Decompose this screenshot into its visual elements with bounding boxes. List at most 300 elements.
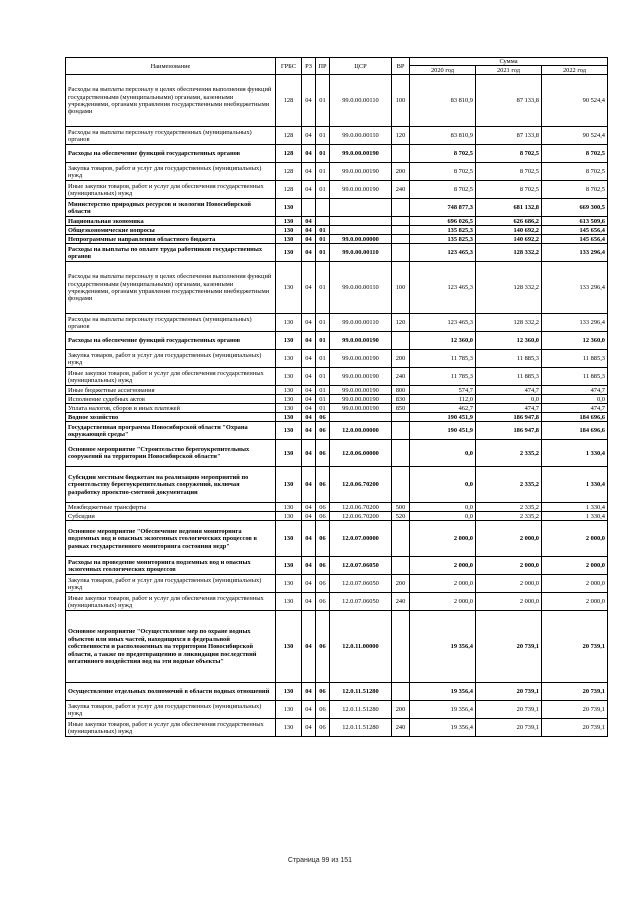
- cell-sum-2021: 2 335,2: [476, 440, 542, 467]
- cell-sum-2021: 87 133,8: [476, 75, 542, 127]
- cell-grbs: 130: [276, 593, 302, 611]
- table-row: [66, 404, 608, 413]
- cell-name: Уплата налогов, сборов и иных платежей: [66, 404, 276, 413]
- cell-rz: 04: [302, 503, 316, 512]
- table-row: [66, 467, 608, 503]
- cell-sum-2020: 2 000,0: [410, 521, 476, 557]
- cell-sum-2020: 123 465,3: [410, 314, 476, 332]
- cell-vr: [392, 226, 410, 235]
- cell-sum-2022: 2 000,0: [542, 593, 608, 611]
- cell-sum-2022: 1 330,4: [542, 440, 608, 467]
- header-year-2021: 2021 год: [476, 66, 542, 75]
- cell-vr: 120: [392, 127, 410, 145]
- cell-name: Иные закупки товаров, работ и услуг для обеспечения государственных (муниципальных) нужд: [66, 719, 276, 737]
- cell-csr: 99.0.00.00110: [330, 314, 392, 332]
- cell-grbs: 130: [276, 701, 302, 719]
- table-row: [66, 557, 608, 575]
- cell-grbs: 130: [276, 521, 302, 557]
- cell-pr: 01: [316, 244, 330, 262]
- cell-rz: 04: [302, 422, 316, 440]
- cell-grbs: 128: [276, 127, 302, 145]
- table-row: [66, 503, 608, 512]
- cell-grbs: 130: [276, 683, 302, 701]
- cell-sum-2020: 11 785,3: [410, 368, 476, 386]
- cell-sum-2021: 2 335,2: [476, 512, 542, 521]
- cell-csr: [330, 217, 392, 226]
- cell-sum-2021: 20 739,1: [476, 683, 542, 701]
- cell-csr: 99.0.00.00190: [330, 386, 392, 395]
- cell-grbs: 130: [276, 512, 302, 521]
- cell-sum-2022: 90 524,4: [542, 127, 608, 145]
- cell-vr: 240: [392, 719, 410, 737]
- table-row: [66, 244, 608, 262]
- page-footer: Страница 99 из 151: [287, 857, 353, 864]
- cell-csr: 99.0.00.00190: [330, 395, 392, 404]
- cell-grbs: 130: [276, 386, 302, 395]
- cell-sum-2022: 0,0: [542, 395, 608, 404]
- cell-grbs: 128: [276, 145, 302, 163]
- cell-csr: 12.0.07.06050: [330, 593, 392, 611]
- cell-csr: 12.0.06.70200: [330, 503, 392, 512]
- cell-sum-2021: 186 947,8: [476, 422, 542, 440]
- cell-vr: 520: [392, 512, 410, 521]
- cell-rz: 04: [302, 226, 316, 235]
- cell-rz: 04: [302, 163, 316, 181]
- cell-rz: [302, 199, 316, 217]
- cell-sum-2021: 626 686,2: [476, 217, 542, 226]
- cell-grbs: 130: [276, 719, 302, 737]
- cell-vr: [392, 235, 410, 244]
- cell-vr: 800: [392, 386, 410, 395]
- cell-grbs: 130: [276, 350, 302, 368]
- cell-sum-2020: 0,0: [410, 440, 476, 467]
- cell-csr: [330, 226, 392, 235]
- cell-sum-2022: 8 702,5: [542, 145, 608, 163]
- cell-pr: 01: [316, 404, 330, 413]
- cell-grbs: 130: [276, 332, 302, 350]
- table-row: [66, 611, 608, 683]
- table-row: [66, 593, 608, 611]
- cell-rz: 04: [302, 440, 316, 467]
- cell-pr: 01: [316, 332, 330, 350]
- cell-name: Осуществление отдельных полномочий в области водных отношений: [66, 683, 276, 701]
- cell-csr: 12.0.06.70200: [330, 512, 392, 521]
- cell-rz: 04: [302, 512, 316, 521]
- cell-pr: 06: [316, 440, 330, 467]
- cell-csr: 99.0.00.00190: [330, 350, 392, 368]
- cell-sum-2021: 0,0: [476, 395, 542, 404]
- cell-rz: 04: [302, 244, 316, 262]
- table-row: [66, 440, 608, 467]
- cell-rz: 04: [302, 611, 316, 683]
- cell-sum-2020: 0,0: [410, 512, 476, 521]
- cell-pr: 01: [316, 350, 330, 368]
- cell-sum-2022: 133 296,4: [542, 314, 608, 332]
- cell-rz: 04: [302, 719, 316, 737]
- cell-grbs: 130: [276, 314, 302, 332]
- cell-sum-2022: 669 300,5: [542, 199, 608, 217]
- cell-pr: 06: [316, 521, 330, 557]
- cell-sum-2022: 20 739,1: [542, 683, 608, 701]
- cell-vr: 240: [392, 368, 410, 386]
- cell-csr: 99.0.00.00110: [330, 244, 392, 262]
- cell-csr: 12.0.11.00000: [330, 611, 392, 683]
- cell-pr: 01: [316, 163, 330, 181]
- cell-csr: 99.0.00.00110: [330, 262, 392, 314]
- cell-rz: 04: [302, 145, 316, 163]
- cell-pr: 06: [316, 503, 330, 512]
- cell-rz: 04: [302, 557, 316, 575]
- cell-pr: 01: [316, 75, 330, 127]
- header-year-2022: 2022 год: [542, 66, 608, 75]
- cell-sum-2020: 0,0: [410, 503, 476, 512]
- cell-vr: [392, 217, 410, 226]
- table-row: [66, 314, 608, 332]
- cell-csr: 99.0.00.00000: [330, 235, 392, 244]
- cell-vr: 200: [392, 163, 410, 181]
- cell-grbs: 130: [276, 244, 302, 262]
- cell-csr: 99.0.00.00190: [330, 163, 392, 181]
- cell-csr: 12.0.06.00000: [330, 440, 392, 467]
- table-row: [66, 127, 608, 145]
- cell-pr: 06: [316, 557, 330, 575]
- table-row: [66, 181, 608, 199]
- cell-pr: 06: [316, 611, 330, 683]
- cell-vr: [392, 422, 410, 440]
- cell-pr: 06: [316, 512, 330, 521]
- header-sum: Сумма: [410, 58, 608, 66]
- budget-table: [65, 57, 608, 737]
- cell-vr: 200: [392, 350, 410, 368]
- cell-sum-2021: 8 702,5: [476, 163, 542, 181]
- cell-vr: [392, 145, 410, 163]
- cell-csr: 12.0.07.06050: [330, 575, 392, 593]
- cell-pr: 01: [316, 145, 330, 163]
- cell-grbs: 130: [276, 395, 302, 404]
- cell-vr: [392, 244, 410, 262]
- cell-pr: [316, 217, 330, 226]
- cell-grbs: 130: [276, 226, 302, 235]
- table-row: [66, 75, 608, 127]
- header-year-2020: 2020 год: [410, 66, 476, 75]
- cell-sum-2020: 2 000,0: [410, 575, 476, 593]
- table-header: [66, 58, 608, 75]
- cell-name: Закупка товаров, работ и услуг для государственных (муниципальных) нужд: [66, 350, 276, 368]
- cell-rz: 04: [302, 413, 316, 422]
- cell-rz: 04: [302, 217, 316, 226]
- table-row: [66, 226, 608, 235]
- cell-csr: 12.0.11.51280: [330, 701, 392, 719]
- cell-rz: 04: [302, 701, 316, 719]
- cell-name: Иные закупки товаров, работ и услуг для обеспечения государственных (муниципальных) нужд: [66, 181, 276, 199]
- cell-sum-2022: 8 702,5: [542, 163, 608, 181]
- cell-name: Исполнение судебных актов: [66, 395, 276, 404]
- cell-pr: [316, 199, 330, 217]
- cell-name: Расходы на выплаты персоналу в целях обеспечения выполнения функций государственными (муниципальными) органами, казенными учреждениями, органами управления государственными внебюджетными фондами: [66, 262, 276, 314]
- cell-sum-2022: 8 702,5: [542, 181, 608, 199]
- cell-sum-2022: 11 885,3: [542, 368, 608, 386]
- cell-rz: 04: [302, 181, 316, 199]
- table-row: [66, 719, 608, 737]
- cell-vr: 200: [392, 575, 410, 593]
- cell-sum-2020: 190 451,9: [410, 413, 476, 422]
- cell-sum-2021: 128 332,2: [476, 314, 542, 332]
- table-row: [66, 512, 608, 521]
- cell-vr: [392, 683, 410, 701]
- cell-sum-2022: 184 696,6: [542, 413, 608, 422]
- cell-sum-2021: 8 702,5: [476, 181, 542, 199]
- cell-grbs: 130: [276, 413, 302, 422]
- cell-sum-2021: 20 739,1: [476, 719, 542, 737]
- table-row: [66, 422, 608, 440]
- cell-name: Водное хозяйство: [66, 413, 276, 422]
- cell-csr: [330, 199, 392, 217]
- cell-name: Общеэкономические вопросы: [66, 226, 276, 235]
- cell-sum-2021: 11 885,3: [476, 368, 542, 386]
- cell-sum-2020: 83 810,9: [410, 75, 476, 127]
- cell-sum-2022: 133 296,4: [542, 262, 608, 314]
- cell-name: Основное мероприятие "Обеспечение ведения мониторинга подземных вод и опасных экзогенных геологических процессов в рамках государственного мониторинга состояния недр": [66, 521, 276, 557]
- table-row: [66, 235, 608, 244]
- cell-name: Расходы на обеспечение функций государственных органов: [66, 332, 276, 350]
- cell-grbs: 130: [276, 575, 302, 593]
- cell-vr: 850: [392, 404, 410, 413]
- cell-sum-2021: 128 332,2: [476, 244, 542, 262]
- cell-sum-2020: 135 825,3: [410, 235, 476, 244]
- table-row: [66, 350, 608, 368]
- cell-rz: 04: [302, 127, 316, 145]
- cell-sum-2022: 474,7: [542, 404, 608, 413]
- cell-sum-2022: 184 696,6: [542, 422, 608, 440]
- cell-name: Расходы на проведение мониторинга подземных вод и опасных экзогенных геологических процессов: [66, 557, 276, 575]
- cell-name: Иные закупки товаров, работ и услуг для обеспечения государственных (муниципальных) нужд: [66, 368, 276, 386]
- cell-grbs: 130: [276, 611, 302, 683]
- table-row: [66, 701, 608, 719]
- cell-name: Основное мероприятие "Осуществление мер по охране водных объектов или иных частей, находящихся в федеральной собственности и расположенных на территории Новосибирской области, а также по предотвращению и ликвидации последствий негативного воздействия вод на эти водные объекты": [66, 611, 276, 683]
- cell-rz: 04: [302, 386, 316, 395]
- cell-sum-2022: 1 330,4: [542, 503, 608, 512]
- cell-sum-2020: 19 356,4: [410, 719, 476, 737]
- cell-rz: 04: [302, 368, 316, 386]
- cell-name: Межбюджетные трансферты: [66, 503, 276, 512]
- cell-pr: 01: [316, 314, 330, 332]
- cell-sum-2022: 20 739,1: [542, 701, 608, 719]
- cell-vr: 830: [392, 395, 410, 404]
- cell-pr: 06: [316, 413, 330, 422]
- cell-vr: [392, 413, 410, 422]
- cell-pr: 06: [316, 683, 330, 701]
- table-row: [66, 262, 608, 314]
- cell-sum-2020: 123 465,3: [410, 244, 476, 262]
- cell-rz: 04: [302, 332, 316, 350]
- cell-sum-2021: 20 739,1: [476, 611, 542, 683]
- cell-sum-2020: 19 356,4: [410, 701, 476, 719]
- cell-grbs: 130: [276, 235, 302, 244]
- cell-sum-2022: 613 509,6: [542, 217, 608, 226]
- cell-sum-2020: 19 356,4: [410, 611, 476, 683]
- cell-sum-2020: 19 356,4: [410, 683, 476, 701]
- cell-sum-2020: 12 360,0: [410, 332, 476, 350]
- cell-sum-2021: 140 692,2: [476, 235, 542, 244]
- cell-name: Непрограммные направления областного бюджета: [66, 235, 276, 244]
- cell-sum-2020: 0,0: [410, 467, 476, 503]
- cell-csr: 99.0.00.00110: [330, 75, 392, 127]
- cell-name: Субсидии местным бюджетам на реализацию мероприятий по строительству берегоукрепительных сооружений, включая разработку проектно-сметной документации: [66, 467, 276, 503]
- table-row: [66, 368, 608, 386]
- cell-pr: 01: [316, 226, 330, 235]
- cell-grbs: 130: [276, 262, 302, 314]
- cell-name: Закупка товаров, работ и услуг для государственных (муниципальных) нужд: [66, 575, 276, 593]
- cell-sum-2022: 474,7: [542, 386, 608, 395]
- cell-rz: 04: [302, 575, 316, 593]
- cell-sum-2022: 2 000,0: [542, 521, 608, 557]
- cell-vr: 120: [392, 314, 410, 332]
- header-grbs: ГРБС: [276, 58, 302, 75]
- cell-sum-2021: 12 360,0: [476, 332, 542, 350]
- cell-vr: [392, 199, 410, 217]
- cell-sum-2020: 8 702,5: [410, 163, 476, 181]
- cell-rz: 04: [302, 467, 316, 503]
- cell-name: Расходы на выплаты по оплате труда работников государственных органов: [66, 244, 276, 262]
- cell-csr: 12.0.07.00000: [330, 521, 392, 557]
- cell-rz: 04: [302, 350, 316, 368]
- cell-pr: 01: [316, 235, 330, 244]
- cell-rz: 04: [302, 521, 316, 557]
- cell-name: Министерство природных ресурсов и экологии Новосибирской области: [66, 199, 276, 217]
- cell-vr: 500: [392, 503, 410, 512]
- cell-csr: 99.0.00.00190: [330, 145, 392, 163]
- cell-sum-2021: 128 332,2: [476, 262, 542, 314]
- cell-pr: 01: [316, 262, 330, 314]
- cell-csr: 12.0.06.70200: [330, 467, 392, 503]
- table-row: [66, 683, 608, 701]
- cell-name: Расходы на выплаты персоналу в целях обеспечения выполнения функций государственными (муниципальными) органами, казенными учреждениями, органами управления государственными внебюджетными фондами: [66, 75, 276, 127]
- cell-grbs: 130: [276, 404, 302, 413]
- cell-sum-2020: 462,7: [410, 404, 476, 413]
- cell-grbs: 130: [276, 422, 302, 440]
- cell-csr: [330, 413, 392, 422]
- cell-csr: 99.0.00.00190: [330, 404, 392, 413]
- cell-grbs: 128: [276, 181, 302, 199]
- cell-vr: [392, 521, 410, 557]
- cell-pr: 06: [316, 422, 330, 440]
- cell-pr: 06: [316, 467, 330, 503]
- cell-pr: 01: [316, 386, 330, 395]
- cell-sum-2022: 12 360,0: [542, 332, 608, 350]
- cell-rz: 04: [302, 314, 316, 332]
- cell-pr: 01: [316, 181, 330, 199]
- cell-rz: 04: [302, 235, 316, 244]
- header-rz: РЗ: [302, 58, 316, 75]
- cell-sum-2021: 87 133,8: [476, 127, 542, 145]
- cell-csr: 99.0.00.00190: [330, 181, 392, 199]
- cell-sum-2020: 2 000,0: [410, 593, 476, 611]
- cell-pr: 06: [316, 593, 330, 611]
- cell-pr: 01: [316, 127, 330, 145]
- cell-name: Национальная экономика: [66, 217, 276, 226]
- table-row: [66, 575, 608, 593]
- cell-sum-2022: 2 000,0: [542, 557, 608, 575]
- cell-name: Расходы на выплаты персоналу государственных (муниципальных) органов: [66, 127, 276, 145]
- cell-sum-2022: 1 330,4: [542, 512, 608, 521]
- cell-sum-2022: 145 656,4: [542, 226, 608, 235]
- cell-sum-2021: 11 885,3: [476, 350, 542, 368]
- cell-csr: 12.0.00.00000: [330, 422, 392, 440]
- cell-sum-2020: 748 877,3: [410, 199, 476, 217]
- cell-sum-2021: 2 000,0: [476, 557, 542, 575]
- cell-grbs: 130: [276, 503, 302, 512]
- cell-grbs: 130: [276, 467, 302, 503]
- cell-rz: 04: [302, 75, 316, 127]
- cell-rz: 04: [302, 395, 316, 404]
- header-csr: ЦСР: [330, 58, 392, 75]
- cell-sum-2020: 112,0: [410, 395, 476, 404]
- cell-vr: 100: [392, 262, 410, 314]
- cell-pr: 06: [316, 701, 330, 719]
- cell-sum-2020: 574,7: [410, 386, 476, 395]
- cell-sum-2022: 145 656,4: [542, 235, 608, 244]
- cell-name: Государственная программа Новосибирской области "Охрана окружающей среды": [66, 422, 276, 440]
- cell-vr: 200: [392, 701, 410, 719]
- cell-csr: 12.0.11.51280: [330, 683, 392, 701]
- cell-name: Закупка товаров, работ и услуг для государственных (муниципальных) нужд: [66, 701, 276, 719]
- cell-name: Основное мероприятие "Строительство берегоукрепительных сооружений на территории Новосибирской области": [66, 440, 276, 467]
- cell-sum-2020: 11 785,3: [410, 350, 476, 368]
- cell-csr: 99.0.00.00190: [330, 332, 392, 350]
- cell-sum-2020: 135 825,3: [410, 226, 476, 235]
- table-row: [66, 163, 608, 181]
- table-row: [66, 217, 608, 226]
- cell-name: Иные закупки товаров, работ и услуг для обеспечения государственных (муниципальных) нужд: [66, 593, 276, 611]
- table-row: [66, 413, 608, 422]
- cell-name: Расходы на выплаты персоналу государственных (муниципальных) органов: [66, 314, 276, 332]
- cell-name: Закупка товаров, работ и услуг для государственных (муниципальных) нужд: [66, 163, 276, 181]
- cell-grbs: 128: [276, 75, 302, 127]
- cell-sum-2021: 2 000,0: [476, 575, 542, 593]
- cell-sum-2020: 8 702,5: [410, 145, 476, 163]
- cell-vr: [392, 467, 410, 503]
- cell-sum-2021: 2 335,2: [476, 467, 542, 503]
- cell-csr: 12.0.11.51280: [330, 719, 392, 737]
- cell-pr: 01: [316, 368, 330, 386]
- table-row: [66, 395, 608, 404]
- cell-sum-2021: 2 000,0: [476, 521, 542, 557]
- cell-rz: 04: [302, 404, 316, 413]
- cell-pr: 06: [316, 719, 330, 737]
- cell-rz: 04: [302, 593, 316, 611]
- cell-sum-2020: 696 026,5: [410, 217, 476, 226]
- cell-sum-2022: 11 885,3: [542, 350, 608, 368]
- cell-pr: 01: [316, 395, 330, 404]
- cell-sum-2022: 20 739,1: [542, 611, 608, 683]
- cell-sum-2021: 2 335,2: [476, 503, 542, 512]
- table-row: [66, 199, 608, 217]
- cell-sum-2021: 2 000,0: [476, 593, 542, 611]
- cell-sum-2021: 8 702,5: [476, 145, 542, 163]
- cell-grbs: 128: [276, 163, 302, 181]
- cell-vr: 100: [392, 75, 410, 127]
- cell-vr: 240: [392, 181, 410, 199]
- cell-sum-2020: 190 451,9: [410, 422, 476, 440]
- cell-vr: [392, 440, 410, 467]
- cell-grbs: 130: [276, 217, 302, 226]
- cell-grbs: 130: [276, 199, 302, 217]
- cell-csr: 99.0.00.00110: [330, 127, 392, 145]
- cell-name: Субсидии: [66, 512, 276, 521]
- table-row: [66, 145, 608, 163]
- cell-sum-2022: 90 524,4: [542, 75, 608, 127]
- header-pr: ПР: [316, 58, 330, 75]
